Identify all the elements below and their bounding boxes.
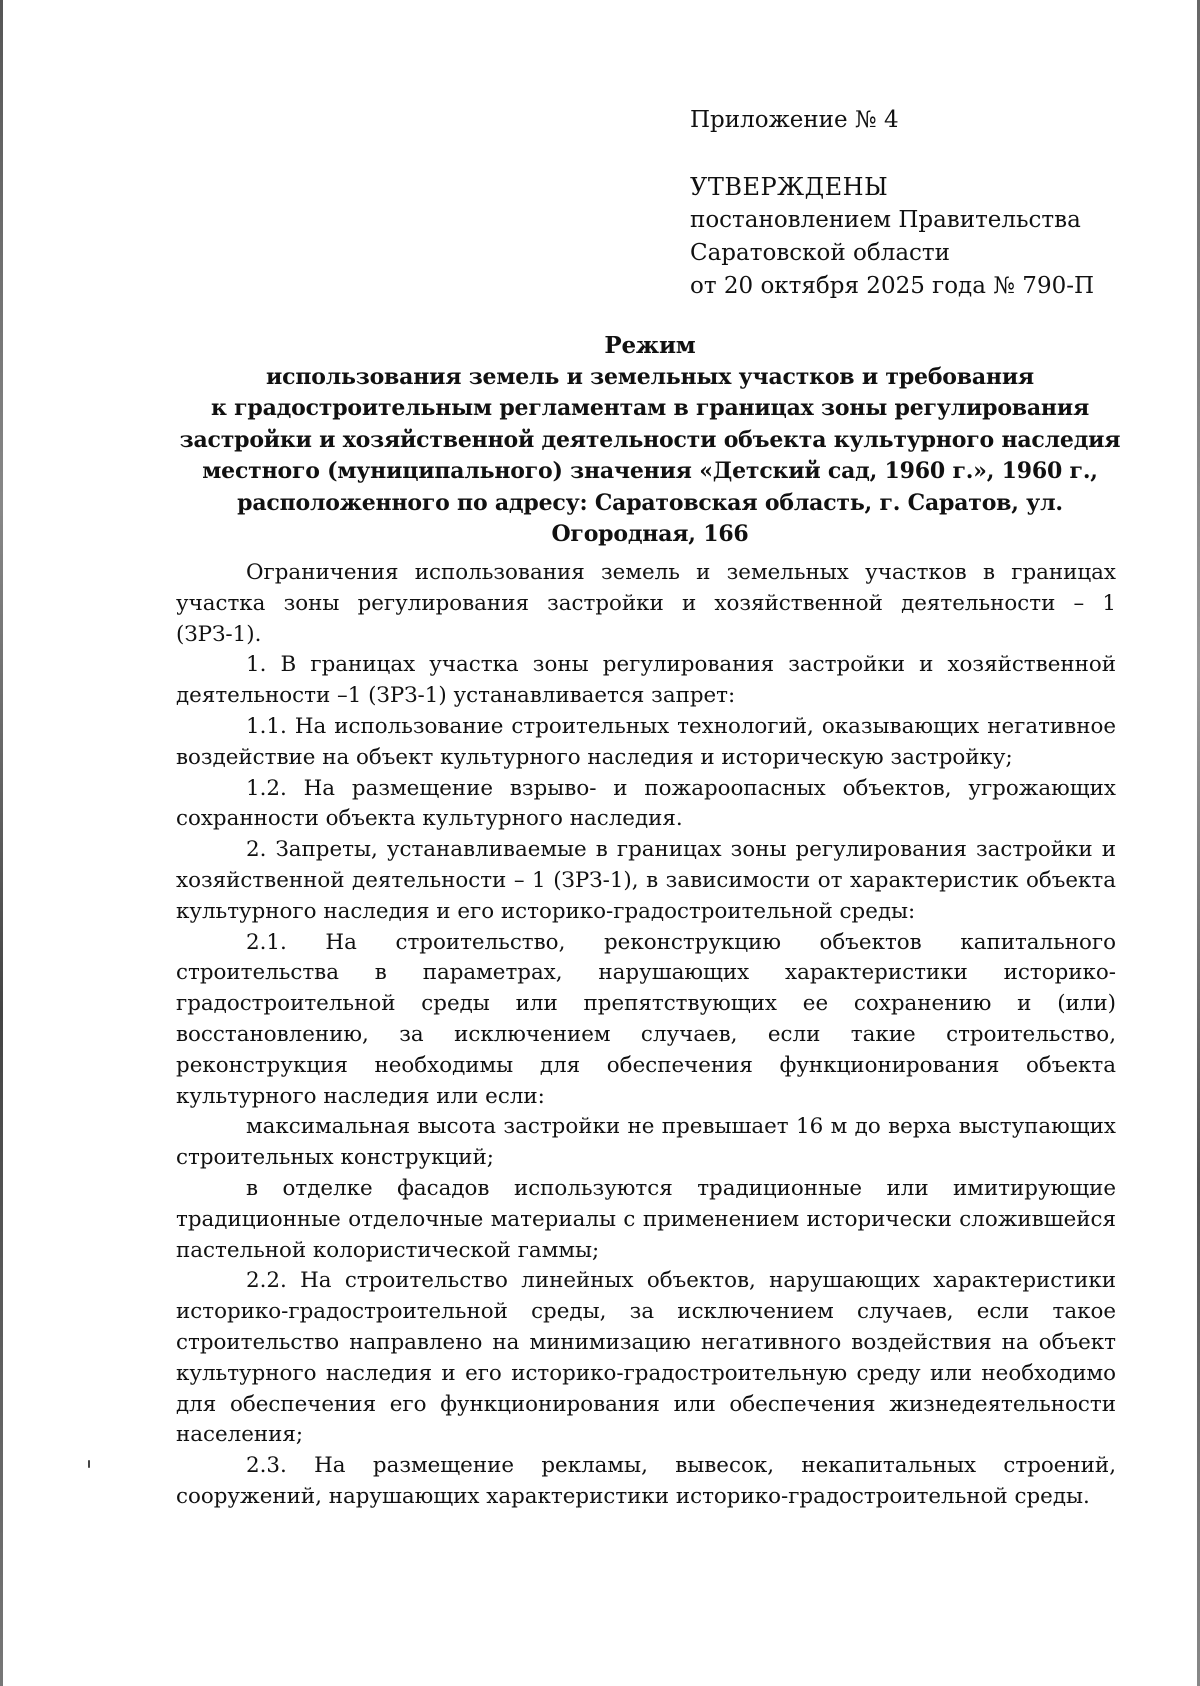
paragraph-1-2: 1.2. На размещение взрыво- и пожароопасных объектов, угрожающих сохранности объекта культурного наследия. bbox=[176, 775, 1116, 832]
paragraph-2-1-height: максимальная высота застройки не превышает 16 м до верха выступающих строительных конструкций; bbox=[176, 1114, 1116, 1171]
annex-number: Приложение № 4 bbox=[690, 107, 899, 133]
approval-block bbox=[690, 104, 1094, 303]
approval-line-1: постановлением Правительства bbox=[690, 207, 1081, 233]
title-line-4: местного (муниципального) значения «Детский сад, 1960 г.», 1960 г., bbox=[202, 458, 1098, 484]
approval-line-2: Саратовской области bbox=[690, 240, 950, 266]
title-line-2: к градостроительным регламентам в границах зоны регулирования bbox=[210, 395, 1090, 421]
paragraph-2-1: 2.1. На строительство, реконструкцию объектов капитального строительства в параметрах, нарушающих характеристики историко-градостроительной среды или препятствующих ее сохранению и (или) восстановлению, за исключением случаев, если такие строительство, реконструкция необходимы для обеспечения функционирования объекта культурного наследия или если: bbox=[176, 929, 1116, 1109]
paragraph-2-2: 2.2. На строительство линейных объектов, нарушающих характеристики историко-градостроительной среды, за исключением случаев, если такое строительство направлено на минимизацию негативного воздействия на объект культурного наследия и его историко-градостроительную среду или необходимо для обеспечения его функционирования или обеспечения жизнедеятельности населения; bbox=[176, 1268, 1116, 1448]
approval-line-3: от 20 октября 2025 года № 790-П bbox=[690, 273, 1095, 299]
title-head: Режим bbox=[604, 332, 696, 359]
scan-left-edge bbox=[0, 0, 3, 1686]
paragraph-1-1: 1.1. На использование строительных технологий, оказывающих негативное воздействие на объект культурного наследия и историческую застройку; bbox=[176, 713, 1116, 770]
paragraph-intro: Ограничения использования земель и земельных участков в границах участка зоны регулирования застройки и хозяйственной деятельности – 1 (ЗРЗ-1). bbox=[176, 560, 1116, 647]
paragraph-1: 1. В границах участка зоны регулирования застройки и хозяйственной деятельности –1 (ЗРЗ-1) устанавливается запрет: bbox=[176, 652, 1116, 709]
document-title bbox=[170, 330, 1130, 551]
paragraph-2: 2. Запреты, устанавливаемые в границах зоны регулирования застройки и хозяйственной деятельности – 1 (ЗРЗ-1), в зависимости от характеристик объекта культурного наследия и его историко-градостроительной среды: bbox=[176, 837, 1116, 924]
paragraph-2-1-facades: в отделке фасадов используются традиционные или имитирующие традиционные отделочные материалы с применением исторически сложившейся пастельной колористической гаммы; bbox=[176, 1175, 1116, 1263]
title-line-1: использования земель и земельных участков и требования bbox=[266, 363, 1034, 390]
title-line-5: расположенного по адресу: Саратовская область, г. Саратов, ул. Огородная, 166 bbox=[237, 489, 1063, 547]
scan-speck bbox=[88, 1460, 90, 1468]
title-line-3: застройки и хозяйственной деятельности объекта культурного наследия bbox=[179, 426, 1121, 453]
document-body bbox=[176, 558, 1116, 1513]
paragraph-2-3: 2.3. На размещение рекламы, вывесок, некапитальных строений, сооружений, нарушающих характеристики историко-градостроительной среды. bbox=[176, 1453, 1116, 1509]
approved-heading: УТВЕРЖДЕНЫ bbox=[690, 173, 889, 201]
